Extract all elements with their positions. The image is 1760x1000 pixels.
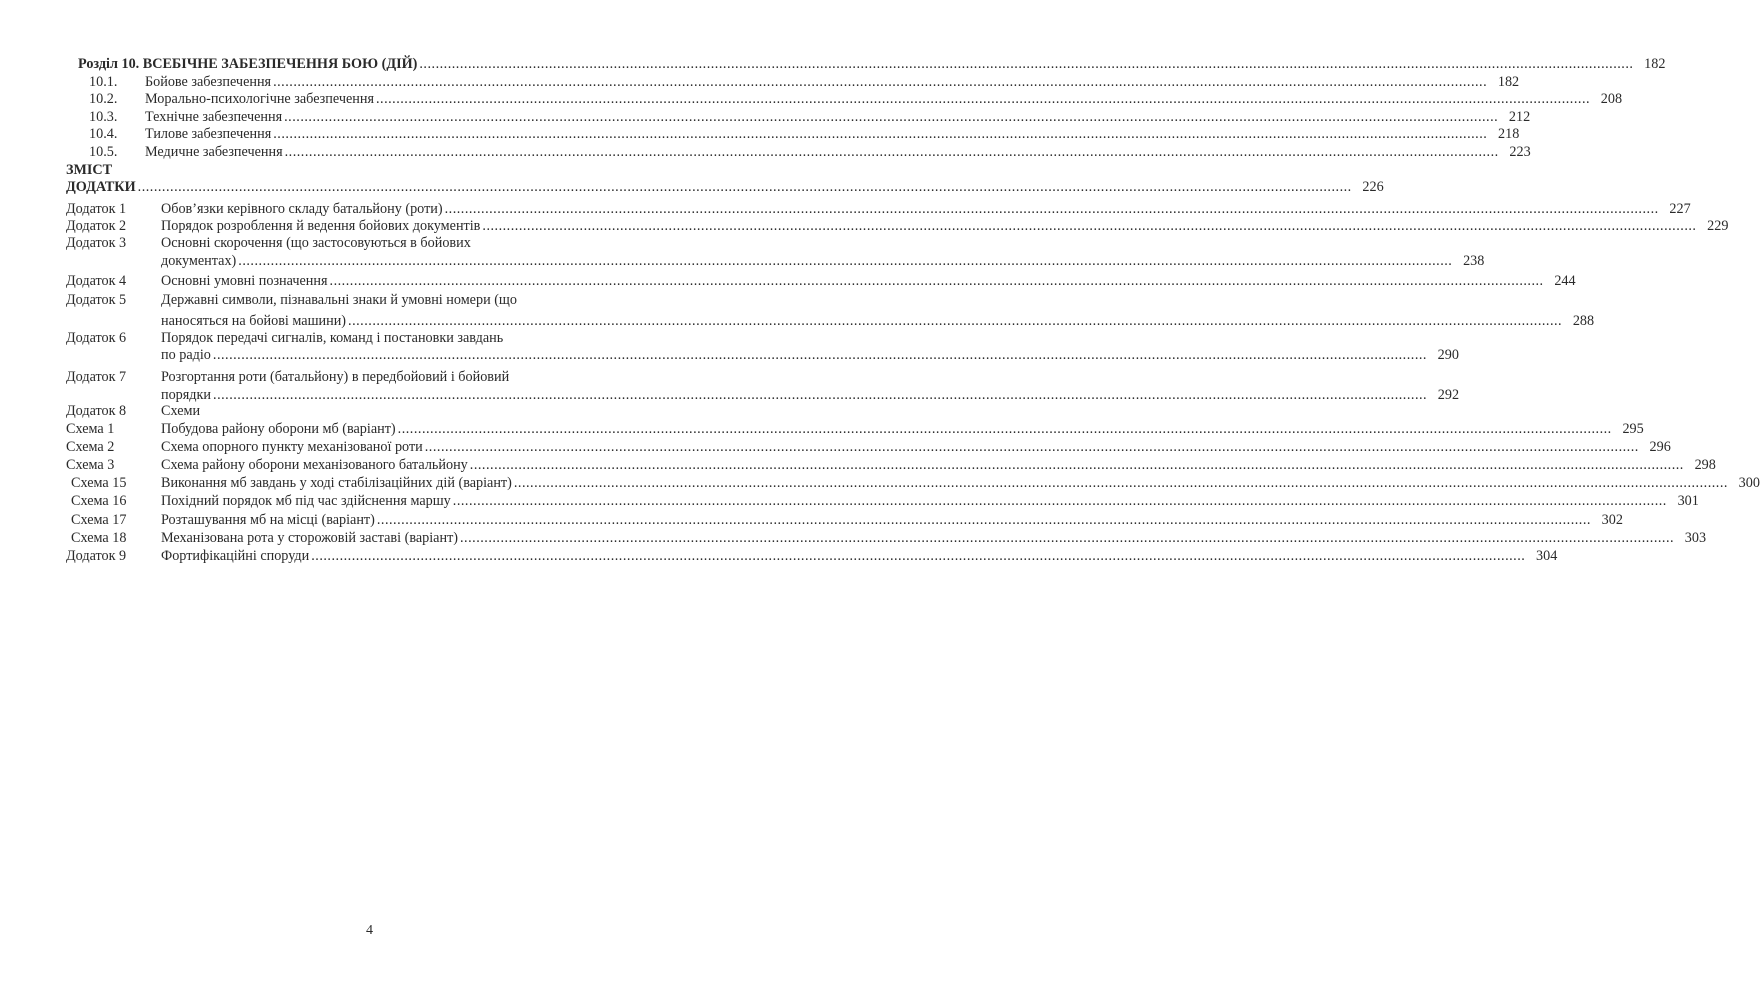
dot-leader: ............................................................................................................................................................................................................................................................................................................ (452, 493, 1667, 509)
toc-entry-page: 226 (1362, 179, 1384, 195)
toc-entry-label: Схема 1 (66, 421, 115, 437)
toc-entry-label: Схема 18 (71, 530, 127, 546)
dot-leader: ............................................................................................................................................................................................................................................................................................................ (273, 126, 1488, 142)
toc-entry-title: Розділ 10. ВСЕБІЧНЕ ЗАБЕЗПЕЧЕННЯ БОЮ (ДІЙ) (78, 56, 418, 72)
toc-entry[interactable] (66, 108, 1531, 126)
toc-entry-page: 298 (1694, 457, 1716, 473)
toc-entry-page: 303 (1684, 530, 1707, 546)
toc-entry-label: Додаток 4 (66, 273, 127, 289)
dot-leader: ............................................................................................................................................................................................................................................................................................................ (513, 475, 1728, 491)
toc-entry-label: Додаток 7 (66, 369, 127, 385)
toc-entry[interactable] (66, 217, 1729, 235)
toc-entry-page: 296 (1649, 439, 1671, 455)
toc-entry-title: Обов’язки керівного складу батальйону (роти) (161, 201, 443, 217)
toc-entry-title: Бойове забезпечення (145, 74, 272, 90)
toc-entry[interactable] (66, 368, 633, 386)
toc-entry[interactable] (66, 73, 1520, 91)
dot-leader: ............................................................................................................................................................................................................................................................................................................ (482, 218, 1697, 234)
toc-entry-page: 302 (1601, 512, 1623, 528)
toc-entry-title: Технічне забезпечення (145, 109, 283, 125)
toc-entry[interactable] (66, 511, 1623, 529)
toc-entry-label: Схема 2 (66, 439, 115, 455)
toc-entry-page: 182 (1497, 74, 1520, 90)
toc-entry[interactable] (66, 143, 1531, 161)
toc-entry-title: Морально-психологічне забезпечення (145, 91, 374, 107)
toc-entry-title: Побудова району оборони мб (варіант) (161, 421, 396, 437)
dot-leader: ............................................................................................................................................................................................................................................................................................................ (329, 273, 1544, 289)
toc-entry-label: 10.2. (89, 91, 118, 107)
toc-entry-title: Схеми (161, 403, 201, 419)
toc-entry-title: ДОДАТКИ (66, 179, 136, 195)
dot-leader: ............................................................................................................................................................................................................................................................................................................ (311, 548, 1526, 564)
toc-entry-label: Схема 15 (71, 475, 127, 491)
toc-entry[interactable] (66, 125, 1520, 143)
toc-entry-page: 295 (1622, 421, 1644, 437)
toc-entry-title: Похідний порядок мб під час здійснення маршу (161, 493, 451, 509)
toc-entry-title: Порядок розроблення й ведення бойових документів (161, 218, 481, 234)
toc-entry-title: Державні символи, пізнавальні знаки й умовні номери (що (161, 292, 517, 308)
toc-entry-title: Медичне забезпечення (145, 144, 283, 160)
toc-entry-page: 290 (1437, 347, 1459, 363)
toc-entry-title: наносяться на бойові машини) (161, 313, 347, 329)
toc-entry-label: Додаток 6 (66, 330, 127, 346)
toc-entry[interactable] (66, 200, 1691, 218)
toc-entry[interactable] (66, 161, 633, 179)
toc-entry[interactable] (66, 420, 1644, 438)
toc-entry-label: 10.3. (89, 109, 118, 125)
toc-entry-title: документах) (161, 253, 237, 269)
toc-entry-page: 244 (1554, 273, 1576, 289)
toc-entry-title: ЗМІСТ (66, 162, 113, 178)
toc-entry-title: Виконання мб завдань у ході стабілізаційних дій (варіант) (161, 475, 512, 491)
toc-entry-page: 288 (1572, 313, 1595, 329)
toc-entry[interactable] (66, 438, 1671, 456)
toc-entry[interactable] (66, 529, 1707, 547)
toc-entry[interactable] (66, 474, 1760, 492)
dot-leader: ............................................................................................................................................................................................................................................................................................................ (469, 457, 1684, 473)
toc-entry[interactable] (66, 291, 633, 309)
toc-entry-title: Основні умовні позначення (161, 273, 328, 289)
dot-leader: ............................................................................................................................................................................................................................................................................................................ (397, 421, 1612, 437)
toc-entry-page: 300 (1738, 475, 1760, 491)
toc-entry-title: Схема опорного пункту механізованої роти (161, 439, 423, 455)
toc-entry[interactable] (66, 547, 1558, 565)
dot-leader: ............................................................................................................................................................................................................................................................................................................ (348, 313, 1563, 329)
toc-entry-page: 208 (1600, 91, 1623, 107)
toc-entry-title: Основні скорочення (що застосовуються в бойових (161, 235, 471, 251)
toc-entry-label: Схема 3 (66, 457, 115, 473)
toc-entry-label: Додаток 2 (66, 218, 127, 234)
toc-entry[interactable] (66, 402, 633, 420)
toc-entry-title: Тилове забезпечення (145, 126, 272, 142)
dot-leader: ............................................................................................................................................................................................................................................................................................................ (137, 179, 1352, 195)
toc-entry[interactable] (66, 346, 1459, 364)
toc-entry-title: Порядок передачі сигналів, команд і постановки завдань (161, 330, 504, 346)
dot-leader: ............................................................................................................................................................................................................................................................................................................ (212, 347, 1427, 363)
toc-entry[interactable] (66, 456, 1716, 474)
toc-entry-label: Схема 17 (71, 512, 127, 528)
dot-leader: ............................................................................................................................................................................................................................................................................................................ (284, 109, 1499, 125)
toc-entry-page: 229 (1707, 218, 1729, 234)
toc-entry[interactable] (66, 312, 1595, 330)
dot-leader: ............................................................................................................................................................................................................................................................................................................ (419, 56, 1634, 72)
dot-leader: ............................................................................................................................................................................................................................................................................................................ (213, 387, 1428, 403)
toc-entry-title: Розгортання роти (батальйону) в передбойовий і бойовий (161, 369, 510, 385)
toc-entry-page: 227 (1669, 201, 1691, 217)
toc-entry-page: 218 (1498, 126, 1520, 142)
toc-entry[interactable] (66, 234, 633, 252)
dot-leader: ............................................................................................................................................................................................................................................................................................................ (376, 512, 1591, 528)
toc-entry-label: 10.4. (89, 126, 118, 142)
toc-entry-title: Схема району оборони механізованого батальйону (161, 457, 468, 473)
toc-entry-title: по радіо (161, 347, 211, 363)
toc-entry[interactable] (66, 178, 1384, 196)
toc-entry[interactable] (66, 272, 1576, 290)
toc-entry-label: Додаток 9 (66, 548, 127, 564)
toc-entry-label: Додаток 8 (66, 403, 127, 419)
dot-leader: ............................................................................................................................................................................................................................................................................................................ (238, 253, 1453, 269)
toc-entry-title: порядки (161, 387, 212, 403)
toc-entry-title: Механізована рота у сторожовій заставі (варіант) (161, 530, 458, 546)
toc-entry-page: 304 (1536, 548, 1558, 564)
toc-entry-label: Додаток 3 (66, 235, 127, 251)
dot-leader: ............................................................................................................................................................................................................................................................................................................ (273, 74, 1488, 90)
toc-entry-page: 223 (1509, 144, 1531, 160)
toc-entry[interactable] (66, 329, 633, 347)
toc-entry-title: Розташування мб на місці (варіант) (161, 512, 375, 528)
toc-entry[interactable] (66, 90, 1623, 108)
toc-entry-label: Додаток 1 (66, 201, 127, 217)
toc-entry-page: 301 (1677, 493, 1699, 509)
toc-entry-page: 292 (1437, 387, 1460, 403)
toc-entry-page: 212 (1508, 109, 1531, 125)
toc-entry[interactable] (66, 492, 1699, 510)
toc-entry-label: Додаток 5 (66, 292, 127, 308)
toc-entry-label: 10.5. (89, 144, 118, 160)
dot-leader: ............................................................................................................................................................................................................................................................................................................ (375, 91, 1591, 107)
dot-leader: ............................................................................................................................................................................................................................................................................................................ (444, 201, 1659, 217)
dot-leader: ............................................................................................................................................................................................................................................................................................................ (424, 439, 1639, 455)
page-number: 4 (366, 923, 373, 938)
toc-entry[interactable] (66, 55, 1666, 73)
toc-entry-page: 238 (1463, 253, 1485, 269)
dot-leader: ............................................................................................................................................................................................................................................................................................................ (460, 530, 1675, 546)
toc-entry-title: Фортифікаційні споруди (161, 548, 310, 564)
toc-entry[interactable] (66, 252, 1485, 270)
dot-leader: ............................................................................................................................................................................................................................................................................................................ (284, 144, 1499, 160)
toc-entry-label: Схема 16 (71, 493, 127, 509)
toc-entry-page: 182 (1644, 56, 1666, 72)
toc-entry-label: 10.1. (89, 74, 118, 90)
